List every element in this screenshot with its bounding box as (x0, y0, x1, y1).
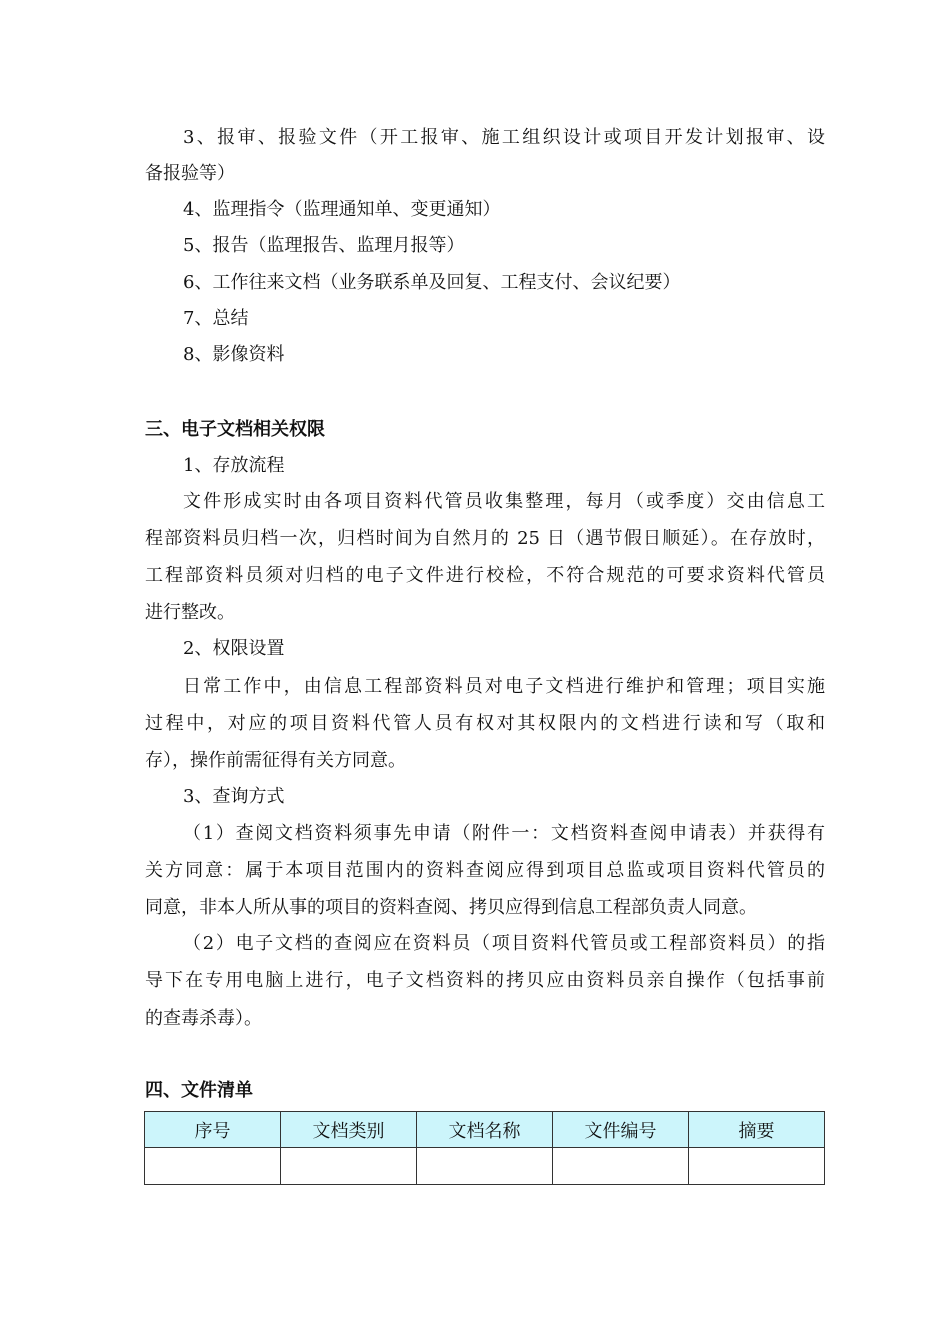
section-4-heading: 四、文件清单 (145, 1080, 253, 1101)
file-list-table (144, 1111, 825, 1185)
storage-paragraph-line1: 文件形成实时由各项目资料代管员收集整理，每月（或季度）交由信息工 (183, 491, 825, 512)
header-summary: 摘要 (689, 1112, 825, 1148)
list-item-8: 8、影像资料 (183, 344, 285, 365)
subsection-permission-title: 2、权限设置 (183, 638, 285, 659)
query-paragraph2-line2: 导下在专用电脑上进行，电子文档资料的拷贝应由资料员亲自操作（包括事前 (145, 970, 825, 991)
storage-paragraph-line2: 程部资料员归档一次，归档时间为自然月的 25 日（遇节假日顺延）。在存放时， (145, 528, 825, 549)
query-paragraph1-line2: 关方同意：属于本项目范围内的资料查阅应得到项目总监或项目资料代管员的 (145, 860, 825, 881)
section-3-heading: 三、电子文档相关权限 (145, 419, 325, 440)
header-serial-number: 序号 (145, 1112, 281, 1148)
permission-paragraph-line3: 存），操作前需征得有关方同意。 (145, 750, 406, 771)
query-paragraph1-line1: （1）查阅文档资料须事先申请（附件一：文档资料查阅申请表）并获得有 (183, 823, 825, 844)
header-file-number: 文件编号 (553, 1112, 689, 1148)
query-paragraph2-line1: （2）电子文档的查阅应在资料员（项目资料代管员或工程部资料员）的指 (183, 933, 825, 954)
list-item-3-line2: 备报验等） (145, 163, 235, 184)
list-item-3-line1: 3、报审、报验文件（开工报审、施工组织设计或项目开发计划报审、设 (183, 127, 825, 148)
table-cell (417, 1148, 553, 1185)
list-item-5: 5、报告（监理报告、监理月报等） (183, 235, 465, 256)
query-paragraph1-line3: 同意，非本人所从事的项目的资料查阅、拷贝应得到信息工程部负责人同意。 (145, 897, 757, 918)
table-cell (553, 1148, 689, 1185)
table-header-row (145, 1112, 825, 1148)
table-cell (689, 1148, 825, 1185)
list-item-6: 6、工作往来文档（业务联系单及回复、工程支付、会议纪要） (183, 272, 681, 293)
storage-paragraph-line4: 进行整改。 (145, 602, 235, 623)
table-row (145, 1148, 825, 1185)
storage-paragraph-line3: 工程部资料员须对归档的电子文件进行校检，不符合规范的可要求资料代管员 (145, 565, 825, 586)
header-document-category: 文档类别 (281, 1112, 417, 1148)
table-cell (145, 1148, 281, 1185)
table-cell (281, 1148, 417, 1185)
list-item-7: 7、总结 (183, 308, 249, 329)
permission-paragraph-line2: 过程中，对应的项目资料代管人员有权对其权限内的文档进行读和写（取和 (145, 713, 825, 734)
subsection-query-title: 3、查询方式 (183, 786, 285, 807)
permission-paragraph-line1: 日常工作中，由信息工程部资料员对电子文档进行维护和管理；项目实施 (183, 676, 825, 697)
header-document-name: 文档名称 (417, 1112, 553, 1148)
subsection-storage-title: 1、存放流程 (183, 455, 285, 476)
query-paragraph2-line3: 的查毒杀毒）。 (145, 1008, 262, 1029)
list-item-4: 4、监理指令（监理通知单、变更通知） (183, 199, 501, 220)
